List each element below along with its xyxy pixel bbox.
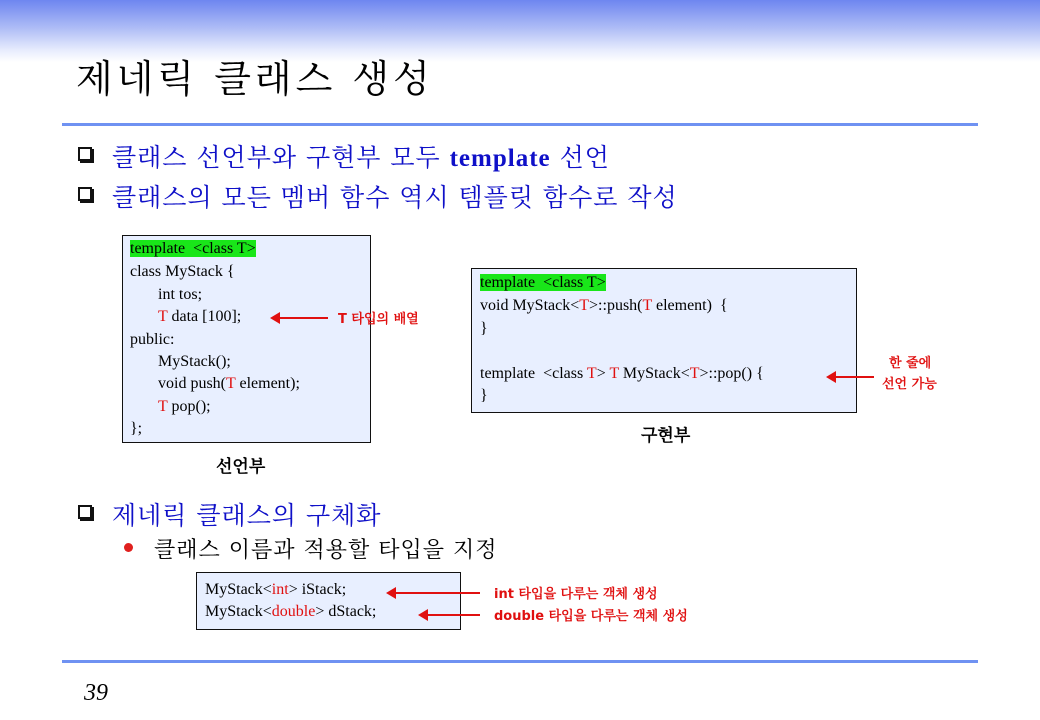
code-text: void MyStack<: [480, 297, 580, 314]
type-param: T: [586, 365, 597, 382]
code-text: data [100];: [167, 308, 242, 325]
annotation-array-type: T 타입의 배열: [338, 312, 419, 327]
bullet-text-1: [112, 138, 610, 174]
code-text: >::pop() {: [699, 365, 764, 382]
code-line: int tos;: [158, 286, 203, 303]
code-line: [480, 365, 764, 383]
code-text: MyStack<: [205, 581, 272, 598]
type-param: T: [158, 308, 168, 325]
bullet-text-2: 클래스의 모든 멤버 함수 역시 템플릿 함수로 작성: [112, 183, 678, 212]
arrow-left-icon: [834, 376, 874, 378]
code-line: [480, 297, 728, 315]
arrow-left-icon: [394, 592, 480, 594]
annotation-declare-possible: 선언 가능: [882, 377, 937, 392]
code-text: >: [596, 365, 610, 382]
footer-divider: [62, 660, 978, 663]
code-line: [480, 274, 606, 292]
code-text: element);: [235, 375, 300, 392]
square-bullet-icon: [78, 147, 92, 161]
square-bullet-icon: [78, 187, 92, 201]
code-text: template <class: [480, 365, 587, 382]
type-param: T: [226, 375, 236, 392]
instantiation-code-box: [196, 572, 461, 630]
page-number: 39: [84, 680, 108, 706]
red-dot-bullet-icon: [124, 543, 133, 552]
type-param: int: [271, 581, 289, 598]
code-highlight: template <class T>: [130, 240, 256, 257]
square-bullet-icon: [78, 505, 92, 519]
bullet-text-part: 선언: [550, 143, 610, 172]
annotation-int-object: int 타입을 다루는 객체 생성: [494, 587, 658, 602]
code-line: [205, 603, 376, 621]
type-param: T: [642, 297, 652, 314]
bullet-text-part: 클래스 선언부와 구현부 모두: [112, 143, 450, 172]
type-param: T: [579, 297, 590, 314]
code-text: MyStack<: [618, 365, 690, 382]
bullet-text-3: 제네릭 클래스의 구체화: [112, 501, 382, 530]
sub-bullet-text: 클래스 이름과 적용할 타입을 지정: [154, 538, 498, 563]
implementation-code-box: [471, 268, 857, 413]
code-text: element) {: [651, 297, 728, 314]
code-line: [158, 308, 241, 326]
type-param: double: [271, 603, 316, 620]
code-highlight: template <class T>: [480, 274, 606, 291]
code-text: > iStack;: [288, 581, 347, 598]
caption-declaration: 선언부: [216, 457, 266, 477]
bullet-keyword: template: [449, 145, 551, 172]
title-divider: [62, 123, 978, 126]
code-text: void push(: [158, 375, 226, 392]
caption-implementation: 구현부: [641, 426, 691, 446]
code-line: public:: [130, 331, 175, 348]
code-line: };: [130, 420, 143, 437]
type-param: T: [158, 398, 168, 415]
annotation-double-object: double 타입을 다루는 객체 생성: [494, 609, 688, 624]
slide-title: 제네릭 클래스 생성: [76, 57, 434, 101]
code-text: MyStack<: [205, 603, 272, 620]
code-line: [158, 398, 211, 416]
arrow-left-icon: [278, 317, 328, 319]
code-line: [205, 581, 346, 599]
declaration-code-box: [122, 235, 371, 443]
type-param: T: [609, 365, 619, 382]
code-line: [130, 240, 256, 258]
type-param: T: [689, 365, 700, 382]
code-line: }: [480, 320, 488, 337]
arrow-left-icon: [426, 614, 480, 616]
code-line: }: [480, 387, 488, 404]
annotation-one-line: 한 줄에: [889, 356, 932, 371]
code-line: class MyStack {: [130, 263, 235, 280]
code-text: pop();: [167, 398, 211, 415]
code-line: MyStack();: [158, 353, 231, 370]
code-text: > dStack;: [315, 603, 377, 620]
code-line: [158, 375, 300, 393]
code-text: >::push(: [589, 297, 643, 314]
